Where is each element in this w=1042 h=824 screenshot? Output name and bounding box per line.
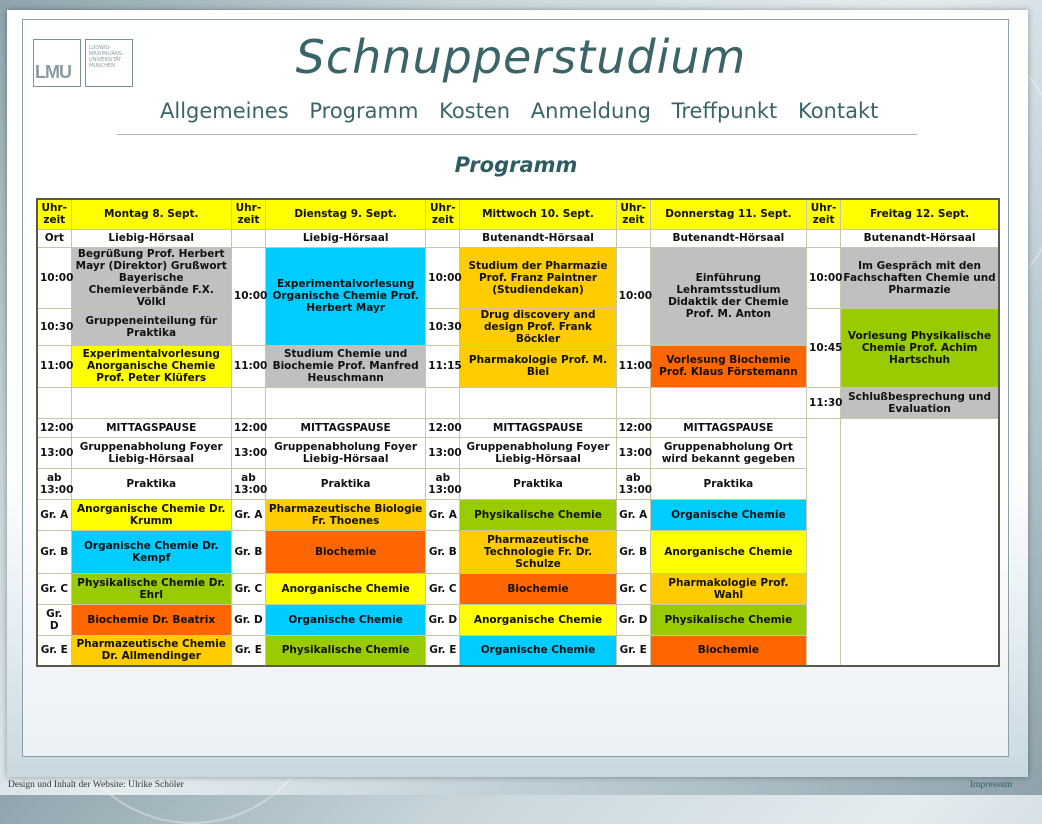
group-cell: Gr. B	[37, 530, 71, 573]
group-cell: Gr. B	[231, 530, 265, 573]
time-header: Uhr-zeit	[807, 199, 841, 229]
pickup-cell: Gruppenabholung Ort wird bekannt gegeben	[650, 437, 806, 468]
practical-cell: Physikalische Chemie Dr. Ehrl	[71, 573, 231, 604]
event-cell: Experimentalvorlesung Organische Chemie Prof. Herbert Mayr	[265, 247, 425, 345]
group-cell: Gr. C	[426, 573, 460, 604]
group-cell: Gr. E	[616, 635, 650, 666]
event-cell: Studium der Pharmazie Prof. Franz Paintner (Studiendekan)	[460, 247, 616, 308]
day-header: Freitag 12. Sept.	[841, 199, 999, 229]
page-title: Programm	[454, 153, 578, 177]
practical-cell: Organische Chemie	[460, 635, 616, 666]
time-cell: 11:30	[807, 387, 841, 418]
time-cell: 11:00	[37, 345, 71, 387]
practical-cell: Anorganische Chemie	[265, 573, 425, 604]
practical-cell: Anorganische Chemie	[460, 604, 616, 635]
practical-cell: Pharmazeutische Biologie Fr. Thoenes	[265, 499, 425, 530]
group-cell: Gr. A	[616, 499, 650, 530]
day-header: Dienstag 9. Sept.	[265, 199, 425, 229]
group-cell: Gr. D	[231, 604, 265, 635]
time-cell: 10:45	[807, 308, 841, 387]
time-cell: 10:00	[807, 247, 841, 308]
group-cell: Gr. B	[426, 530, 460, 573]
group-cell: Gr. D	[37, 604, 71, 635]
group-cell: Gr. E	[426, 635, 460, 666]
practical-cell: Pharmazeutische Technologie Fr. Dr. Schulze	[460, 530, 616, 573]
group-cell: Gr. D	[426, 604, 460, 635]
location-cell: Liebig-Hörsaal	[71, 229, 231, 247]
impressum-link[interactable]: Impressum	[970, 780, 1013, 790]
practical-cell: Biochemie Dr. Beatrix	[71, 604, 231, 635]
group-cell: Gr. E	[37, 635, 71, 666]
logo-text: LMU	[35, 62, 71, 82]
group-cell: Gr. C	[616, 573, 650, 604]
time-cell: 12:00	[616, 418, 650, 437]
empty-cell	[807, 229, 841, 247]
time-cell: 11:15	[426, 345, 460, 387]
location-cell: Butenandt-Hörsaal	[460, 229, 616, 247]
ort-label: Ort	[37, 229, 71, 247]
footer-credits: Design und Inhalt der Website: Ulrike Schöler	[8, 780, 184, 790]
practical-cell: Organische Chemie	[265, 604, 425, 635]
practical-cell: Physikalische Chemie	[265, 635, 425, 666]
nav-item-kontakt[interactable]: Kontakt	[797, 99, 879, 123]
empty-cell	[616, 387, 650, 418]
time-cell: 13:00	[37, 437, 71, 468]
time-cell: ab 13:00	[231, 468, 265, 499]
time-cell: 10:30	[37, 308, 71, 345]
time-cell: 10:30	[426, 308, 460, 345]
practical-cell: Pharmazeutische Chemie Dr. Allmendinger	[71, 635, 231, 666]
nav-item-anmeldung[interactable]: Anmeldung	[530, 99, 651, 123]
time-cell: 10:00	[616, 247, 650, 345]
empty-cell	[71, 387, 231, 418]
empty-cell	[460, 387, 616, 418]
time-cell: 10:00	[426, 247, 460, 308]
pickup-cell: Gruppenabholung Foyer Liebig-Hörsaal	[71, 437, 231, 468]
group-cell: Gr. C	[231, 573, 265, 604]
empty-cell	[426, 229, 460, 247]
time-cell: 13:00	[616, 437, 650, 468]
event-cell: Im Gespräch mit den Fachschaften Chemie und Pharmazie	[841, 247, 999, 308]
pickup-cell: Gruppenabholung Foyer Liebig-Hörsaal	[265, 437, 425, 468]
nav-item-programm[interactable]: Programm	[309, 99, 419, 123]
practical-cell: Biochemie	[460, 573, 616, 604]
empty-cell	[650, 387, 806, 418]
day-header: Mittwoch 10. Sept.	[460, 199, 616, 229]
practical-cell: Physikalische Chemie	[460, 499, 616, 530]
time-cell: 10:00	[37, 247, 71, 308]
lunch-cell: MITTAGSPAUSE	[265, 418, 425, 437]
praktika-cell: Praktika	[71, 468, 231, 499]
event-cell: Experimentalvorlesung Anorganische Chemie Prof. Peter Klüfers	[71, 345, 231, 387]
group-cell: Gr. B	[616, 530, 650, 573]
nav-item-allgemeines[interactable]: Allgemeines	[160, 99, 289, 123]
time-cell: 12:00	[37, 418, 71, 437]
lunch-cell: MITTAGSPAUSE	[71, 418, 231, 437]
practical-cell: Biochemie	[650, 635, 806, 666]
nav-divider	[117, 134, 917, 135]
logo-university-text: LUDWIG-MAXIMILIANS-UNIVERSITÄT MÜNCHEN	[89, 45, 124, 69]
group-cell: Gr. A	[231, 499, 265, 530]
time-header: Uhr-zeit	[616, 199, 650, 229]
site-title: Schnupperstudium	[295, 30, 747, 84]
empty-cell	[841, 418, 999, 666]
event-cell: Studium Chemie und Biochemie Prof. Manfred Heuschmann	[265, 345, 425, 387]
lunch-cell: MITTAGSPAUSE	[460, 418, 616, 437]
practical-cell: Physikalische Chemie	[650, 604, 806, 635]
main-nav	[160, 99, 892, 127]
empty-cell	[616, 229, 650, 247]
time-cell: 13:00	[231, 437, 265, 468]
time-cell: ab 13:00	[37, 468, 71, 499]
time-cell: 12:00	[426, 418, 460, 437]
location-cell: Liebig-Hörsaal	[265, 229, 425, 247]
pickup-cell: Gruppenabholung Foyer Liebig-Hörsaal	[460, 437, 616, 468]
event-cell: Vorlesung Physikalische Chemie Prof. Achim Hartschuh	[841, 308, 999, 387]
practical-cell: Organische Chemie Dr. Kempf	[71, 530, 231, 573]
empty-cell	[426, 387, 460, 418]
time-cell: ab 13:00	[426, 468, 460, 499]
time-header: Uhr-zeit	[231, 199, 265, 229]
location-cell: Butenandt-Hörsaal	[841, 229, 999, 247]
time-cell: 11:00	[231, 345, 265, 387]
lunch-cell: MITTAGSPAUSE	[650, 418, 806, 437]
empty-cell	[231, 229, 265, 247]
event-cell: Vorlesung Biochemie Prof. Klaus Förstemann	[650, 345, 806, 387]
practical-cell: Anorganische Chemie	[650, 530, 806, 573]
practical-cell: Organische Chemie	[650, 499, 806, 530]
praktika-cell: Praktika	[460, 468, 616, 499]
location-cell: Butenandt-Hörsaal	[650, 229, 806, 247]
empty-cell	[807, 418, 841, 666]
group-cell: Gr. D	[616, 604, 650, 635]
praktika-cell: Praktika	[265, 468, 425, 499]
group-cell: Gr. A	[426, 499, 460, 530]
empty-cell	[37, 387, 71, 418]
event-cell: Schlußbesprechung und Evaluation	[841, 387, 999, 418]
group-cell: Gr. C	[37, 573, 71, 604]
practical-cell: Pharmakologie Prof. Wahl	[650, 573, 806, 604]
event-cell: Drug discovery and design Prof. Frank Böckler	[460, 308, 616, 345]
time-cell: 12:00	[231, 418, 265, 437]
practical-cell: Biochemie	[265, 530, 425, 573]
time-header: Uhr-zeit	[37, 199, 71, 229]
nav-item-treffpunkt[interactable]: Treffpunkt	[671, 99, 778, 123]
day-header: Montag 8. Sept.	[71, 199, 231, 229]
empty-cell	[231, 387, 265, 418]
event-cell: Gruppeneinteilung für Praktika	[71, 308, 231, 345]
time-cell: 11:00	[616, 345, 650, 387]
event-cell: Begrüßung Prof. Herbert Mayr (Direktor) Grußwort Bayerische Chemieverbände F.X. Völkl	[71, 247, 231, 308]
schedule-table	[36, 198, 1000, 667]
praktika-cell: Praktika	[650, 468, 806, 499]
event-cell: Einführung Lehramtsstudium Didaktik der Chemie Prof. M. Anton	[650, 247, 806, 345]
day-header: Donnerstag 11. Sept.	[650, 199, 806, 229]
time-header: Uhr-zeit	[426, 199, 460, 229]
practical-cell: Anorganische Chemie Dr. Krumm	[71, 499, 231, 530]
time-cell: ab 13:00	[616, 468, 650, 499]
event-cell: Pharmakologie Prof. M. Biel	[460, 345, 616, 387]
group-cell: Gr. E	[231, 635, 265, 666]
group-cell: Gr. A	[37, 499, 71, 530]
empty-cell	[265, 387, 425, 418]
nav-item-kosten[interactable]: Kosten	[439, 99, 511, 123]
time-cell: 10:00	[231, 247, 265, 345]
time-cell: 13:00	[426, 437, 460, 468]
